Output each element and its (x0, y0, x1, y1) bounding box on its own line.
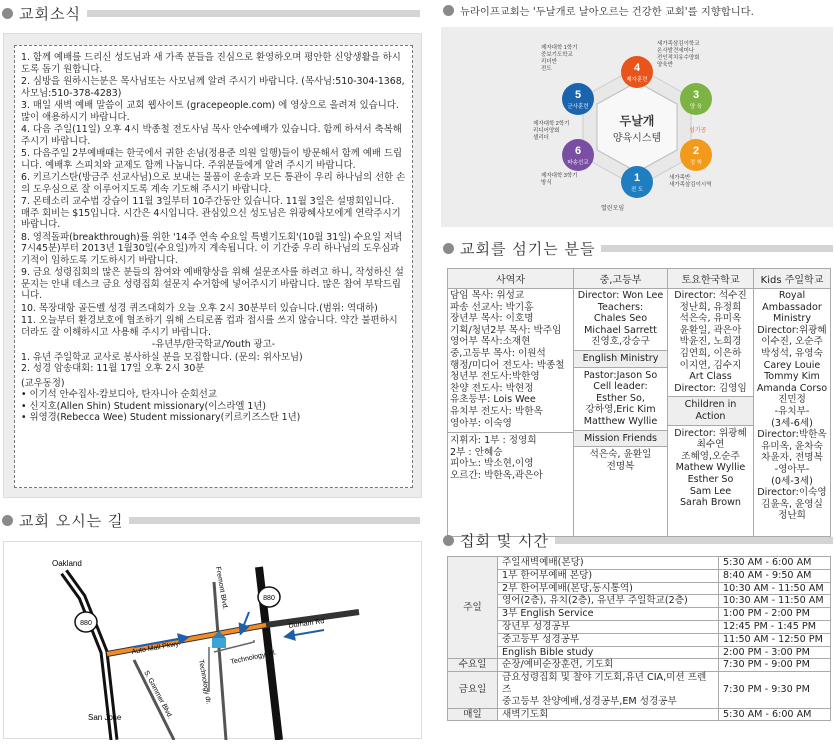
directions-section-header (2, 510, 420, 531)
staff-header: 중,고등부 (574, 269, 668, 289)
schedule-event: 금요성령집회 및 찰야 기도회,유년 CIA,미션 프렌즈 중고등부 찬양예배,성경공부,EM 성경공부 (498, 672, 719, 708)
notice-item: 9. 금요 성령집회의 많은 분들의 참여와 예배향상을 위해 설문조사를 하려고 하니, 작성하신 설문지는 안내 데스크 금요 성령집회 설문지 수거함에 넣어주시기 바랍니다. 많은 참여 부탁드립니다. (21, 267, 404, 301)
divider (129, 517, 420, 524)
staff-name: 진민정 (778, 394, 806, 406)
directions-title: 교회 오시는 길 (19, 512, 124, 530)
staff-name: 중,고등부 목사: 이원석 (450, 347, 546, 359)
schedule-time: 10:30 AM - 11:50 AM (719, 595, 831, 608)
schedule-row (448, 608, 831, 621)
svg-text:880: 880 (263, 595, 275, 602)
news-section-header (2, 3, 420, 24)
notice-item: 1. 함께 예배를 드리신 성도님과 새 가족 분들을 진심으로 환영하오며 평안한 신앙생활을 하시도록 돕기 원합니다. (21, 52, 401, 75)
staff-name: (3세-6세) (771, 417, 813, 429)
subhead: English Ministry (574, 350, 667, 368)
schedule-time: 10:30 AM - 11:50 AM (719, 582, 831, 595)
member-news (21, 389, 406, 424)
schedule-event: 영어(2층), 유치(2층), 유년부 주일학교(2층) (498, 595, 719, 608)
staff-name: 최수연 (696, 439, 725, 451)
staff-name: Ministry (772, 313, 812, 325)
diagram-note-n2: 새가족반 새가족삼김이시역 (669, 175, 712, 188)
staff-name: 피아노: 박소현,이영 (450, 458, 534, 470)
church-marker-icon (212, 638, 226, 648)
schedule-time: 5:30 AM - 6:00 AM (719, 708, 831, 721)
staff-name: 석은숙, 유미옥 (679, 313, 742, 325)
staff-name: 기획/청년2부 목사: 박주임 (450, 324, 562, 336)
subhead: Mission Friends (574, 430, 667, 448)
bullet-icon (443, 5, 454, 16)
staff-name: 정난희, 유정희 (679, 301, 742, 313)
staff-name: Tommy Kim (764, 371, 820, 383)
schedule-time: 8:40 AM - 9:50 AM (719, 569, 831, 582)
staff-name: 전명복 (606, 460, 635, 472)
staff-name: Director:위광혜 (757, 324, 827, 336)
svg-text:전 도: 전 도 (630, 187, 644, 193)
svg-text:파송선교: 파송선교 (567, 160, 589, 166)
svg-text:2: 2 (692, 145, 700, 157)
diagram-note-nt: 제자대학 1학기 중보기도학교 리더반 전도 (541, 45, 578, 72)
schedule-day: 주일 (448, 557, 498, 659)
schedule-time: 2:00 PM - 3:00 PM (719, 646, 831, 659)
news-title: 교회소식 (19, 5, 81, 23)
staff-section-header (443, 238, 833, 259)
map-label-techdr: Technology dr. (197, 659, 212, 705)
staff-name: (0세-3세) (771, 475, 813, 487)
staff-name: 이수진, 오순주 (761, 336, 823, 348)
staff-name: Cell leader: (593, 381, 648, 393)
staff-name: 2부 : 안혜승 (450, 446, 503, 458)
schedule-row (448, 646, 831, 659)
staff-name: 박윤진, 노희경 (679, 336, 742, 348)
hwy-shield-icon (75, 612, 97, 632)
map-label-grimmer: S. Grimmer Blvd. (142, 669, 174, 720)
schedule-event: 2부 한어부예배(본당,동시통역) (498, 582, 719, 595)
staff-name: Mathew Wyllie (675, 462, 746, 474)
diagram-center-title: 두날개 (619, 114, 655, 128)
staff-name: Esther So, (596, 392, 645, 404)
staff-name: Director:박한옥 (757, 429, 827, 441)
staff-header: 사역자 (448, 269, 574, 289)
svg-text:제자훈련: 제자훈련 (626, 77, 648, 83)
notice-item: 11. 오늘부터 환경보호에 협조하기 위해 스티로폼 컵과 접시를 쓰지 않습니다. 약간 불편하시더라도 잘 이해하시고 사용해 주시기 바랍니다. (21, 315, 398, 338)
staff-col-youth (574, 289, 668, 537)
staff-name: Amanda Corso (756, 382, 828, 394)
schedule-row (448, 569, 831, 582)
staff-name: 차윤자, 전명복 (761, 452, 823, 464)
staff-name: 석은숙, 윤환일 (589, 449, 652, 461)
schedule-event: 1부 한어부예배 본당) (498, 569, 719, 582)
staff-name: 영아부: 이숙영 (450, 417, 512, 429)
diagram-center-sub: 양육시스템 (612, 133, 662, 144)
schedule-event: 순장/예비순장훈련, 기도회 (498, 659, 719, 672)
map-label-techpl: Technology. Pl. (229, 649, 278, 666)
diagram-note-n6: 제자대학 3학기 방식 (541, 173, 578, 186)
staff-name: 파송 선교사: 박기홍 (450, 301, 534, 313)
schedule-title: 집회 및 시간 (460, 532, 549, 550)
staff-header: 토요한국학교 (668, 269, 754, 289)
staff-name: 김연희, 이은하 (679, 347, 742, 359)
notice-item: 8. 영적돌파(breakthrough)를 위한 '14주 연속 수요일 특별기도회'(10월 31일) 수요일 저녁 7시45분)부터 2013년 1월30일(수요일)까지 계속됩니다. 이 기간중 우리 하나님의 도우심과 기적이 임하도록 기도하시기 바랍니다. (21, 231, 403, 266)
schedule-row (448, 672, 831, 708)
staff-name: Carey Louie (763, 359, 821, 371)
schedule-time: 7:30 PM - 9:30 PM (719, 672, 831, 708)
notice-item: 3. 매일 새벽 예배 말씀이 교회 웹사이트 (gracepeople.com) 에 영상으로 올려져 있습니다. 많이 애용하시기 바랍니다. (21, 100, 399, 123)
svg-text:양 육: 양 육 (689, 104, 703, 110)
svg-text:군사훈련: 군사훈련 (567, 104, 589, 110)
schedule-event: English Bible study (498, 646, 719, 659)
schedule-time: 7:30 PM - 9:00 PM (719, 659, 831, 672)
svg-text:정 착: 정 착 (689, 160, 703, 166)
staff-name: 진영호,강승구 (591, 336, 650, 348)
staff-col-saturday (668, 289, 754, 537)
staff-name: 찬양 전도사: 박현정 (450, 382, 534, 394)
staff-name: 김윤옥, 윤영실 (761, 498, 823, 510)
youth-notice: 1. 유년 주일학교 교사로 봉사하실 분을 모집합니다. (문의: 위사모님) (21, 351, 303, 363)
staff-name: Royal Ambassador (762, 290, 822, 313)
bullet-icon (443, 535, 454, 546)
staff-name: Esther So (687, 473, 734, 485)
grimmer-road (134, 660, 174, 740)
diagram-note-n5: 제자대학 2학기 리디어양회 셀리더 (533, 121, 570, 141)
member-news-item: • 이기석 안수집사-캄보디아, 탄자니아 순회선교 (21, 389, 217, 400)
staff-name: Director:이숙영 (757, 487, 827, 499)
staff-name: 유미옥, 윤차숙 (761, 440, 823, 452)
staff-name: Director: 석수진 (674, 290, 747, 301)
map-label-sanjose: San Jose (88, 713, 122, 722)
staff-name: 유초등부: Lois Wee (450, 394, 536, 406)
map-label-durham: Durham Rd (288, 618, 325, 630)
staff-name: 영어부 목사:소재현 (450, 336, 531, 348)
svg-text:3: 3 (692, 89, 700, 101)
youth-title: -유년부/한국학교/Youth 광고- (151, 339, 276, 350)
schedule-time: 1:00 PM - 2:00 PM (719, 608, 831, 621)
staff-name: 윤환일, 곽은아 (679, 324, 742, 336)
notice-item: 10. 목장대항 골든벨 성경 퀴즈대회가 오늘 오후 2시 30분부터 있습니다.(범위: 역대하) (21, 302, 378, 314)
schedule-event: 주일새벽예배(본당) (498, 557, 719, 570)
staff-name: 강하영,Eric Kim (585, 404, 656, 416)
diagram-note-3: 섬기공 (689, 128, 707, 134)
map-label-oakland: Oakland (52, 559, 82, 568)
staff-name: Pastor:Jason So (583, 369, 658, 381)
diagram-step-3 (680, 83, 712, 115)
subhead: Children in Action (668, 396, 753, 425)
staff-name: -유치부- (774, 405, 810, 417)
staff-name: 정난희 (778, 510, 806, 522)
schedule-row (448, 595, 831, 608)
diagram-note-n4: 세가족삼김이학교 온사발견세미나 전인적치유수양회 양육반 (657, 41, 700, 68)
diagram-svg (441, 27, 833, 227)
staff-name: 박성석, 유영숙 (761, 347, 823, 359)
schedule-row (448, 620, 831, 633)
diagram-note-1: 열린모임 (601, 206, 625, 212)
schedule-event: 중고등부 성경공부 (498, 633, 719, 646)
staff-name: 조혜영,오순주 (681, 450, 740, 462)
vision-text: 뉴라이프교회는 '두날개로 날아오르는 건강한 교회'를 지향합니다. (460, 6, 754, 18)
notice-list (14, 45, 413, 488)
diagram-step-5 (562, 83, 594, 115)
schedule-section-header (443, 530, 833, 551)
divider (601, 245, 833, 252)
staff-name: 오르간: 박한옥,곽은아 (450, 469, 543, 481)
hwy-shield-icon (258, 587, 280, 607)
notice-item: 5. 다음주일 2부예배때는 한국에서 귀한 손님(정용준 의원 일행)들이 방문해서 함께 예배 드립니다. 예배후 스피치와 교제도 함께 나눕니다. 주위분들에게 알려 주시기 바랍니다. (21, 148, 403, 171)
schedule-day: 매일 (448, 708, 498, 721)
schedule-row (448, 659, 831, 672)
staff-name: Art Class (689, 371, 732, 383)
schedule-time: 12:45 PM - 1:45 PM (719, 620, 831, 633)
staff-name: Matthew Wyllie (583, 415, 658, 427)
staff-name: -영아부- (774, 463, 810, 475)
svg-text:880: 880 (80, 620, 92, 627)
bullet-icon (443, 243, 454, 254)
schedule-time: 5:30 AM - 6:00 AM (719, 557, 831, 570)
member-news-item: • 신지호(Allen Shin) Student missionary(이스라엘 1년) (21, 400, 267, 412)
bullet-icon (2, 515, 13, 526)
diagram-step-1 (621, 166, 653, 198)
youth-notice: 2. 성경 암송대회: 11월 17일 오후 2시 30분 (21, 363, 205, 374)
schedule-event: 3부 English Service (498, 608, 719, 621)
notice-item: 4. 다음 주일(11일) 오후 4시 박종철 전도사님 목사 안수예배가 있습니다. 함께 하셔서 축복해 주시기 바랍니다. (21, 124, 402, 147)
schedule-row (448, 582, 831, 595)
notice-box (3, 33, 422, 498)
diagram-step-2 (680, 139, 712, 171)
map-label-fremont: Fremont Blvd. (214, 566, 229, 611)
staff-name: Director: 위광혜 (674, 427, 747, 439)
svg-text:5: 5 (574, 89, 582, 101)
staff-name: Chales Seo (593, 313, 648, 325)
two-wings-diagram (441, 27, 833, 227)
divider (555, 537, 833, 544)
directions-map (3, 541, 422, 739)
divider (87, 10, 420, 17)
schedule-table (447, 556, 831, 721)
svg-text:4: 4 (633, 62, 641, 74)
staff-name: Teachers: (597, 301, 644, 313)
diagram-step-4 (621, 56, 653, 88)
notice-item: 2. 심방을 원하시는분은 목사님또는 사모님께 알려 주시기 바랍니다. (목사님:510-304-1368, 사모님:510-378-4283) (21, 76, 405, 99)
bullet-icon (2, 8, 13, 19)
staff-name: 유치부 전도사: 박한옥 (450, 405, 543, 417)
svg-text:6: 6 (574, 145, 582, 157)
staff-title: 교회를 섬기는 분들 (460, 240, 596, 258)
staff-name: 지휘자: 1부 : 정영희 (450, 435, 537, 447)
diagram-step-6 (562, 139, 594, 171)
vision-header (443, 3, 835, 18)
schedule-row (448, 633, 831, 646)
staff-name: Director: Won Lee (577, 290, 664, 301)
schedule-row (448, 708, 831, 721)
staff-name: Michael Sarrett (584, 324, 657, 336)
svg-text:1: 1 (633, 172, 641, 184)
schedule-time: 11:50 AM - 12:50 PM (719, 633, 831, 646)
staff-name: 행정/미디어 전도사: 박종철 (450, 359, 565, 371)
staff-name: 청년부 전도사:박한영 (450, 371, 540, 383)
notice-items (21, 52, 406, 338)
schedule-day: 수요일 (448, 659, 498, 672)
staff-table (447, 268, 831, 537)
youth-notices (21, 352, 406, 375)
schedule-event: 장년부 성경공부 (498, 620, 719, 633)
schedule-row (448, 557, 831, 570)
staff-name: Sam Lee (689, 485, 732, 497)
map-label-automall: Auto Mall Pkwy (131, 640, 180, 656)
staff-name: Director: 김영임 (674, 382, 747, 394)
staff-name: 이지연, 김수지 (679, 359, 742, 371)
schedule-day: 금요일 (448, 672, 498, 708)
staff-col-kids (754, 289, 831, 537)
schedule-event: 새벽기도회 (498, 708, 719, 721)
staff-col-ministers (448, 289, 574, 537)
notice-item: 6. 키르기스탄(방금주 선교사님)으로 보내는 물품이 운송과 모든 통관이 우리 하나님의 선한 손의 도우심으로 잘 이루어지도록 계속 기도해 주시기 바랍니다. (21, 172, 406, 195)
staff-name: 담임 목사: 위성교 (450, 290, 525, 301)
map-svg (4, 542, 423, 740)
notice-item: 7. 몬테소리 교수법 강습이 11월 3일부터 10주간동안 있습니다. 11월 3일은 설명회입니다. 매주 회비는 $15입니다. 시간은 4시입니다. 관심있으신 성도님은 위광혜사모에게 연락주시기 바랍니다. (21, 196, 401, 230)
staff-name: Sarah Brown (679, 497, 742, 509)
staff-header: Kids 주일학교 (754, 269, 831, 289)
member-news-item: • 위영경(Rebecca Wee) Student missionary(키르키즈스탄 1년) (21, 412, 301, 423)
staff-name: 장년부 목사: 이호명 (450, 313, 534, 325)
member-news-title: (교우동정) (21, 377, 65, 389)
